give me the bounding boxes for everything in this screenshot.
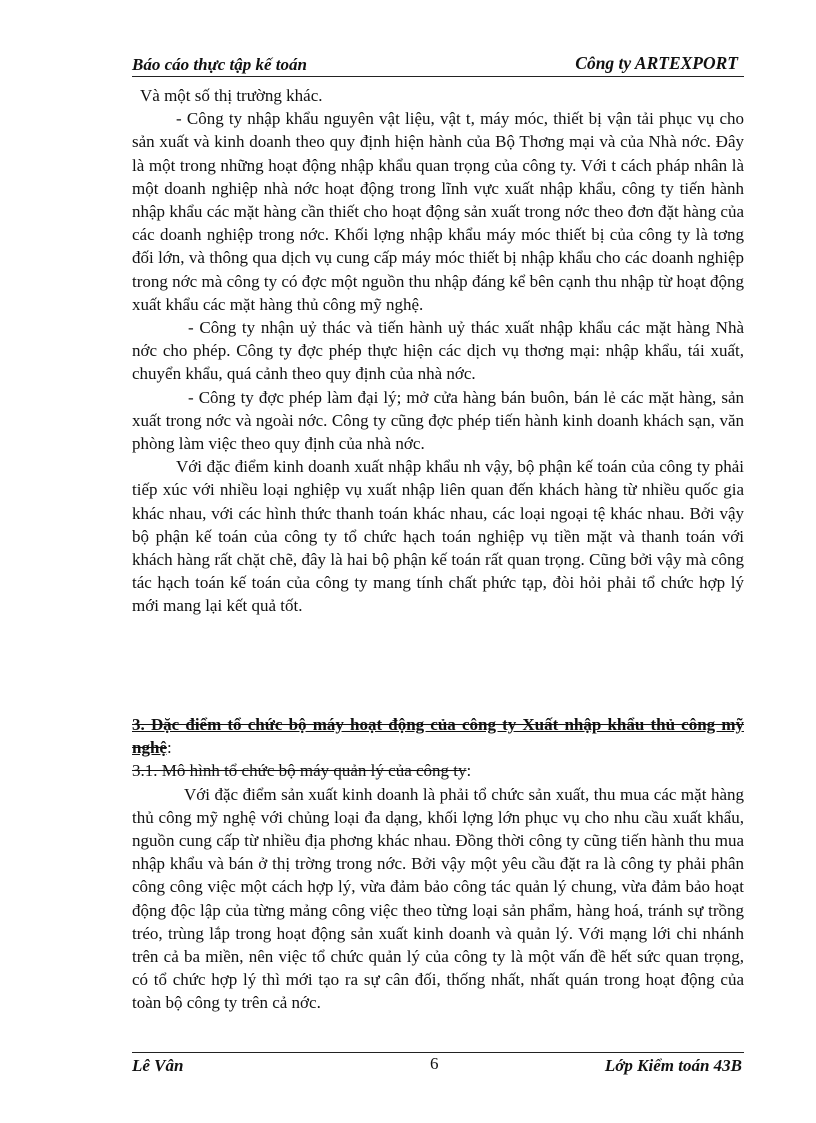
subsection-title-colon: : bbox=[466, 761, 472, 781]
section-title-colon: : bbox=[166, 738, 172, 758]
footer-author: Lê Vân bbox=[132, 1056, 184, 1075]
paragraph-agency: - Công ty đợc phép làm đại lý; mở cửa hàng bán buôn, bán lẻ các mặt hàng, sản xuất trong nớc và ngoài nớc. Công ty cũng đợc phép tiến hành kinh doanh khách sạn, văn phòng làm việc theo quy định của nhà nớc. bbox=[132, 387, 744, 454]
subsection-heading bbox=[132, 759, 744, 782]
paragraph-accounting: Với đặc điểm kinh doanh xuất nhập khẩu nh vậy, bộ phận kế toán của công ty phải tiếp xúc với nhiều loại nghiệp vụ xuất nhập liên quan đến khách hàng từ nhiều quốc gia khác nhau, với các hình thức thanh toán khác nhau, các loại ngoại tệ khác nhau. Bởi vậy bộ phận kế toán của công ty tổ chức hạch toán nghiệp vụ tiền mặt và thanh toán với khách hàng rất chặt chẽ, đây là hai bộ phận kế toán rất quan trọng. Cũng bởi vậy mà công tác hạch toán kế toán của công ty mang tính chất phức tạp, đòi hỏi phải tổ chức hợp lý mới mang lại kết quả tốt. bbox=[132, 457, 744, 616]
header-company-name: Công ty ARTEXPORT bbox=[575, 53, 738, 73]
header-rule bbox=[132, 76, 744, 77]
footer-class: Lớp Kiểm toán 43B bbox=[604, 1056, 742, 1075]
footer-rule bbox=[132, 1052, 744, 1053]
section-heading bbox=[132, 713, 744, 759]
header-report-title: Báo cáo thực tập kế toán bbox=[132, 55, 307, 74]
paragraph-org-model: Với đặc điểm sản xuất kinh doanh là phải tổ chức sản xuất, thu mua các mặt hàng thủ công mỹ nghệ với chủng loại đa dạng, khối lợng lớn phục vụ cho nhu cầu xuất khẩu, nguồn cung cấp từ nhiều địa phơng khác nhau. Đồng thời công ty cũng tiến hành thu mua nhập khẩu và bán ở thị trờng trong nớc. Bởi vậy một yêu cầu đặt ra là công ty phải phân công công việc một cách hợp lý, vừa đảm bảo công tác quản lý chung, vừa đảm bảo hoạt động độc lập của từng mảng công việc theo từng loại sản phẩm, hàng hoá, tránh sự trồng tréo, trùng lắp trong hoạt động sản xuất kinh doanh và quản lý. Với mạng lới chi nhánh trên cả ba miền, nên việc tổ chức quản lý của công ty là một vấn đề hết sức quan trọng, có tổ chức hợp lý thì mới tạo ra sự cân đối, thống nhất, nhất quán trong hoạt động của toàn bộ công ty trên cả nớc. bbox=[132, 784, 744, 1013]
paragraph-imports: - Công ty nhập khẩu nguyên vật liệu, vật t, máy móc, thiết bị vận tải phục vụ cho sản xuất và kinh doanh theo quy định hiện hành của Bộ Thơng mại và của Nhà nớc. Đây là một trong những hoạt động nhập khẩu quan trọng của công ty. Với t cách pháp nhân là một doanh nghiệp nhà nớc hoạt động trong lĩnh vực xuất nhập khẩu, công ty tiến hành nhập khẩu các mặt hàng cần thiết cho hoạt động sản xuất trong nớc theo đơn đặt hàng của các doanh nghiệp trong nớc. Khối lợng nhập khẩu máy móc thiết bị của công ty là tơng đối lớn, và thông qua dịch vụ cung cấp máy móc thiết bị nhập khẩu cho các doanh nghiệp trong nớc mà công ty có đợc một nguồn thu nhập đáng kể bên cạnh thu nhập từ hoạt động xuất khẩu các mặt hàng thủ công mỹ nghệ. bbox=[132, 109, 744, 314]
section-3 bbox=[132, 713, 744, 1015]
body-content bbox=[132, 84, 744, 618]
section-title: 3. Đặc điểm tổ chức bộ máy hoạt động của công ty Xuất nhập khẩu thủ công mỹ nghệ bbox=[132, 715, 744, 758]
paragraph-markets: Và một số thị trường khác. bbox=[140, 86, 323, 105]
page-number: 6 bbox=[430, 1054, 439, 1073]
paragraph-entrustment: - Công ty nhận uỷ thác và tiến hành uỷ thác xuất nhập khẩu các mặt hàng Nhà nớc cho phép. Công ty đợc phép thực hiện các dịch vụ thơng mại: nhập khẩu, tái xuất, chuyển khẩu, quá cảnh theo quy định của nhà nớc. bbox=[132, 318, 744, 384]
subsection-title: 3.1. Mô hình tổ chức bộ máy quản lý của công ty bbox=[132, 761, 467, 781]
